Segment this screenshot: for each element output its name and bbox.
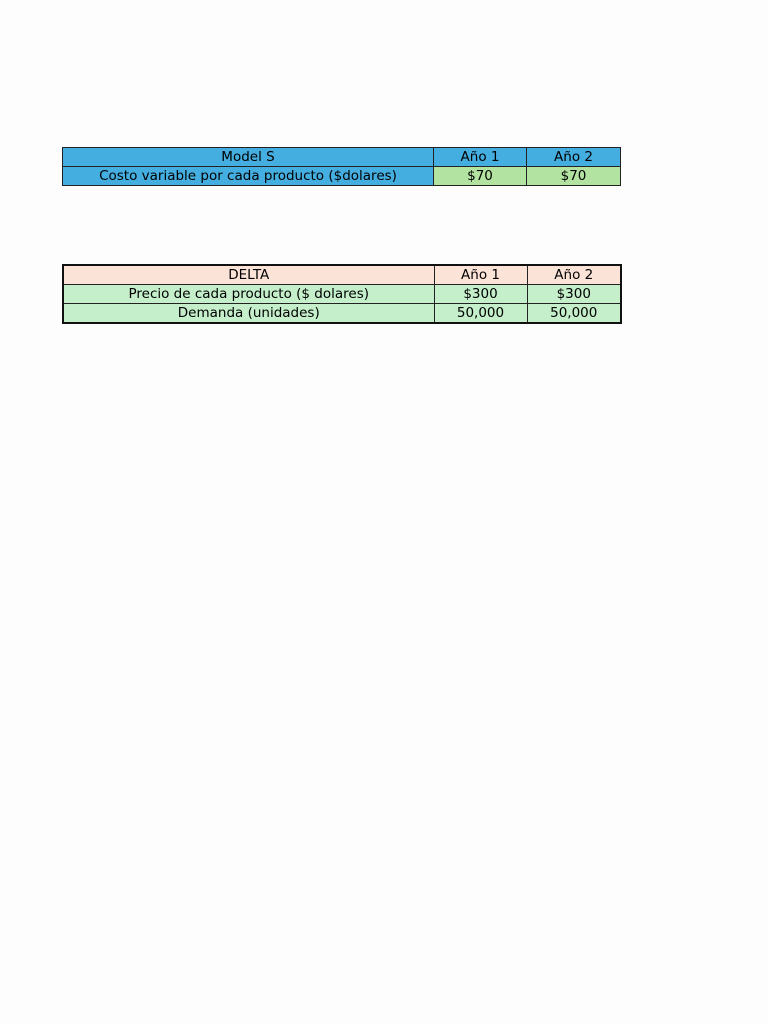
table-header-row (63, 265, 621, 285)
table-header-cell[interactable]: DELTA (63, 265, 434, 285)
table-cell[interactable]: $70 (527, 167, 621, 186)
table-row (63, 167, 621, 186)
table-header-cell[interactable]: Año 2 (527, 148, 621, 167)
table-header-cell[interactable]: Model S (63, 148, 434, 167)
table-cell[interactable]: Demanda (unidades) (63, 304, 434, 324)
table-header-cell[interactable]: Año 1 (434, 265, 527, 285)
table-cell[interactable]: $300 (527, 285, 621, 304)
table-cell[interactable]: 50,000 (434, 304, 527, 324)
table-cell[interactable]: Costo variable por cada producto ($dolares) (63, 167, 434, 186)
table-cell[interactable]: $300 (434, 285, 527, 304)
model-s-table (62, 147, 621, 186)
table-cell[interactable]: 50,000 (527, 304, 621, 324)
table-header-cell[interactable]: Año 1 (434, 148, 527, 167)
table-row (63, 304, 621, 324)
table-row (63, 285, 621, 304)
delta-table (62, 264, 622, 324)
table-header-cell[interactable]: Año 2 (527, 265, 621, 285)
table-cell[interactable]: Precio de cada producto ($ dolares) (63, 285, 434, 304)
table-header-row (63, 148, 621, 167)
table-cell[interactable]: $70 (434, 167, 527, 186)
